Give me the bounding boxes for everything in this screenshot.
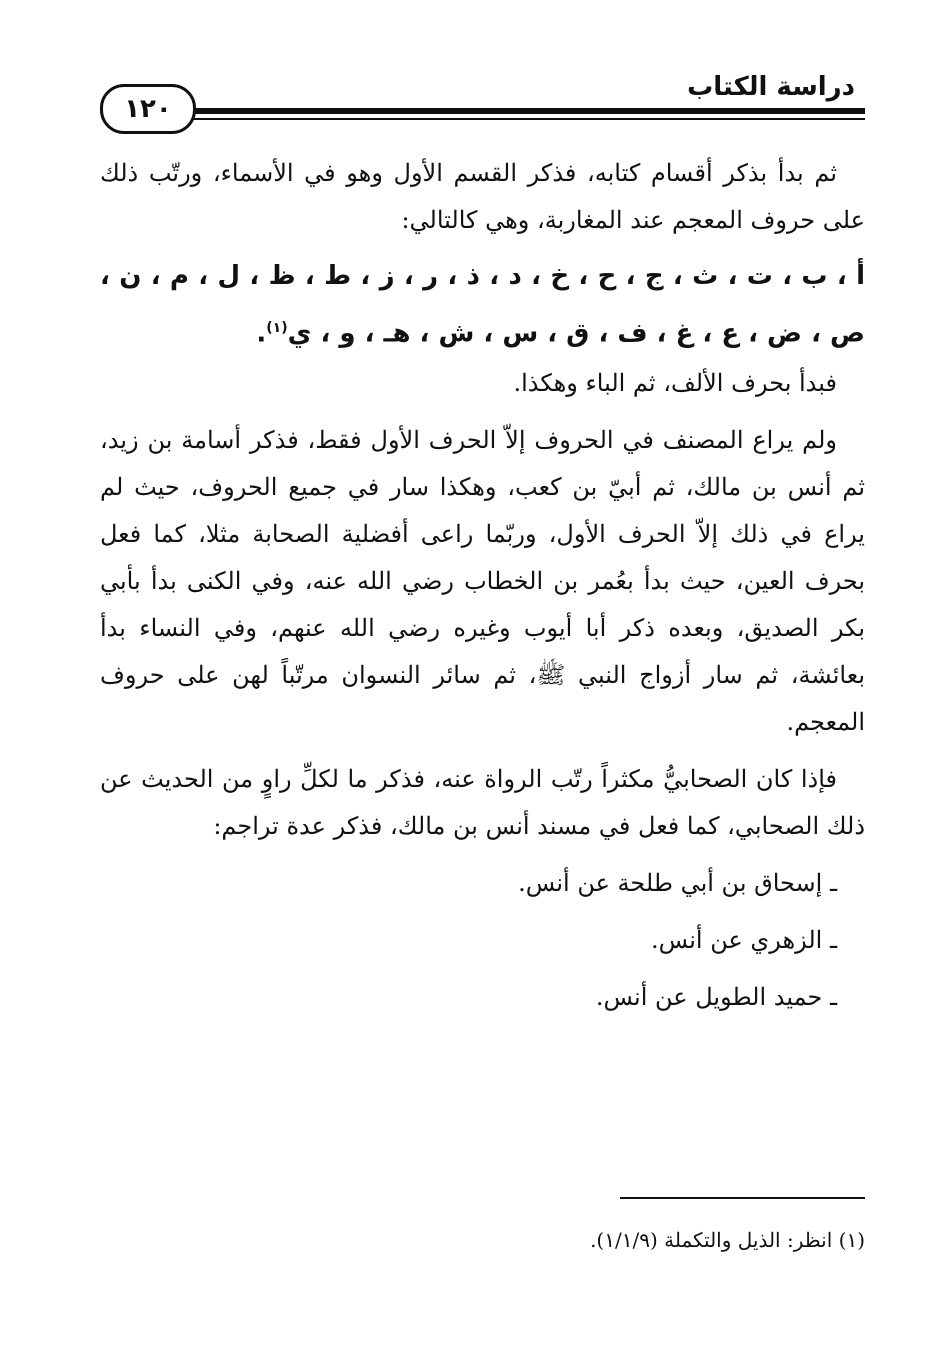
body-text — [100, 150, 865, 1021]
header-rule — [180, 108, 865, 114]
list-item: ـ الزهري عن أنس. — [651, 925, 837, 954]
header-rule-thin — [180, 118, 865, 120]
page-number-badge — [100, 84, 196, 134]
list-item: ـ إسحاق بن أبي طلحة عن أنس. — [518, 868, 837, 897]
list-item: ـ حميد الطويل عن أنس. — [595, 982, 837, 1011]
paragraph-intro: ثم بدأ بذكر أقسام كتابه، فذكر القسم الأول وهو في الأسماء، ورتّب ذلك على حروف المعجم عند المغاربة، وهي كالتالي: — [100, 159, 865, 234]
page-number: ١٢٠ — [124, 94, 172, 124]
letters-list: أ ، ب ، ت ، ث ، ج ، ح ، خ ، د ، ذ ، ر ، ز ، ط ، ظ ، ل ، م ، ن ، ص ، ض ، ع ، غ ، ف ، ق ، س ، ش ، هـ ، و ، ي — [100, 261, 865, 349]
paragraph-start: فبدأ بحرف الألف، ثم الباء وهكذا. — [513, 368, 837, 397]
page-header — [100, 70, 865, 130]
paragraph-ordering: ولم يراع المصنف في الحروف إلاّ الحرف الأول فقط، فذكر أسامة بن زيد، ثم أنس بن مالك، ثم أبيّ بن كعب، وهكذا سار في جميع الحروف، حيث لم يراع في ذلك إلاّ الحرف الأول، وربّما راعى أفضلية الصحابة مثلا، كما فعل بحرف العين، حيث بدأ بعُمر بن الخطاب رضي الله عنه، وفي الكنى بدأ بأبي بكر الصديق، وبعده ذكر أبا أيوب وغيره رضي الله عنهم، وفي النساء بدأ بعائشة، ثم سار أزواج النبي ﷺ، ثم سائر النسوان مرتّباً لهن على حروف المعجم. — [100, 425, 866, 736]
running-title: دراسة الكتاب — [687, 72, 855, 102]
paragraph-narrators: فإذا كان الصحابيُّ مكثراً رتّب الرواة عنه، فذكر ما لكلِّ راوٍ من الحديث عن ذلك الصحابي، كما فعل في مسند أنس بن مالك، فذكر عدة تراجم: — [100, 764, 865, 840]
letters-sequence: أ ، ب ، ت ، ث ، ج ، ح ، خ ، د ، ذ ، ر ، ز ، ط ، ظ ، ل ، م ، ن ، ص ، ض ، ع ، غ ، ف ، ق ، س ، ش ، هـ ، و ، ي$^{(١)}$. — [100, 261, 865, 349]
footnote-marker: (١) — [266, 320, 288, 336]
footnote-separator — [620, 1197, 865, 1199]
footnote: (١) انظر: الذيل والتكملة (١/١/٩). — [590, 1228, 865, 1252]
